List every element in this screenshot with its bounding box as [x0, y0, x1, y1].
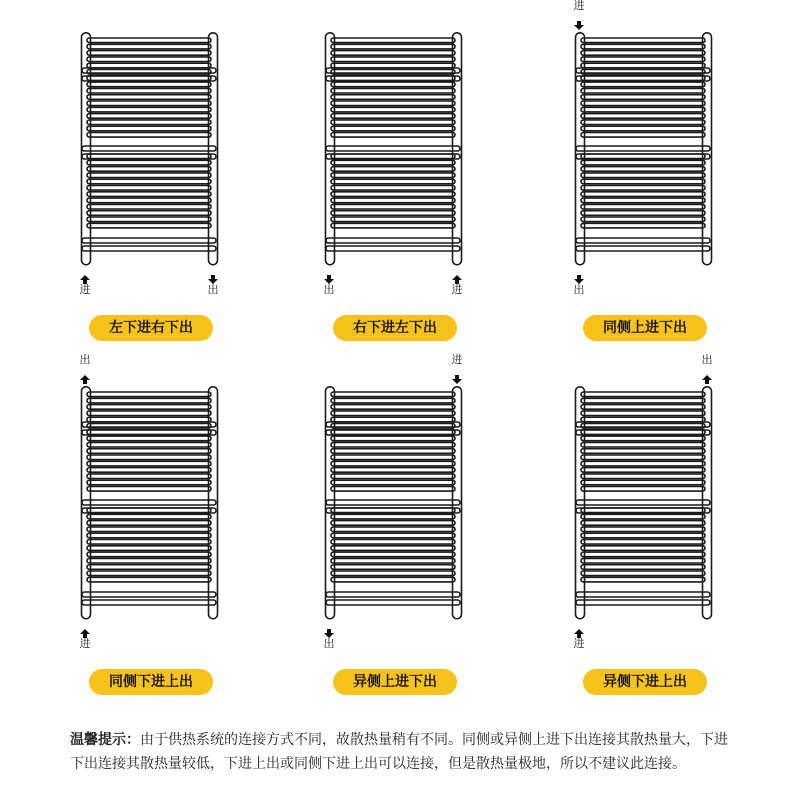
arrow-down-icon — [572, 15, 586, 24]
port-label: 出 — [323, 283, 335, 296]
caption-pill: 同侧上进下出 — [583, 315, 707, 341]
diagram-panel — [79, 353, 340, 731]
arrow-down-icon — [322, 623, 336, 632]
radiator-drawing — [80, 386, 220, 622]
diagram-panel — [324, 32, 584, 377]
caption-pill: 异侧下进上出 — [583, 669, 707, 695]
arrow-up-icon — [700, 369, 714, 378]
arrow-down-icon — [572, 269, 586, 278]
port-label: 进 — [573, 0, 585, 12]
port-label: 出 — [701, 353, 713, 366]
arrow-up-icon — [78, 269, 92, 278]
note-title: 温馨提示： — [70, 732, 140, 748]
caption-pill: 右下进左下出 — [333, 315, 457, 341]
caption-pill: 左下进右下出 — [89, 315, 213, 341]
arrow-up-icon — [450, 269, 464, 278]
radiator-drawing — [324, 32, 464, 268]
radiator-drawing — [574, 386, 714, 622]
caption-pill: 异侧上进下出 — [333, 669, 457, 695]
radiator-drawing — [80, 32, 220, 268]
arrow-up-icon — [78, 623, 92, 632]
diagram-panel — [573, 353, 800, 731]
diagram-panel — [323, 353, 584, 731]
radiator-drawing — [324, 386, 464, 622]
port-label: 进 — [451, 353, 463, 366]
note-text: 由于供热系统的连接方式不同，故散热量稍有不同。同侧或异侧上进下出连接其散热量大，下进下出连接其散热量较低，下进上出或同侧下进上出可以连接，但是散热量极地，所以不建议此连接。 — [70, 732, 728, 772]
port-label: 进 — [79, 637, 91, 650]
arrow-down-icon — [450, 369, 464, 378]
diagram-panel — [80, 32, 340, 377]
port-label: 进 — [79, 283, 91, 296]
note-paragraph — [70, 728, 736, 776]
arrow-down-icon — [206, 269, 220, 278]
port-label: 出 — [207, 283, 219, 296]
port-label: 出 — [573, 283, 585, 296]
port-label: 进 — [573, 637, 585, 650]
port-label: 出 — [79, 353, 91, 366]
arrow-up-icon — [78, 369, 92, 378]
radiator-drawing — [574, 32, 714, 268]
diagram-panel — [573, 0, 800, 377]
caption-pill: 同侧下进上出 — [89, 669, 213, 695]
port-label: 进 — [451, 283, 463, 296]
arrow-up-icon — [572, 623, 586, 632]
port-label: 出 — [323, 637, 335, 650]
arrow-down-icon — [322, 269, 336, 278]
